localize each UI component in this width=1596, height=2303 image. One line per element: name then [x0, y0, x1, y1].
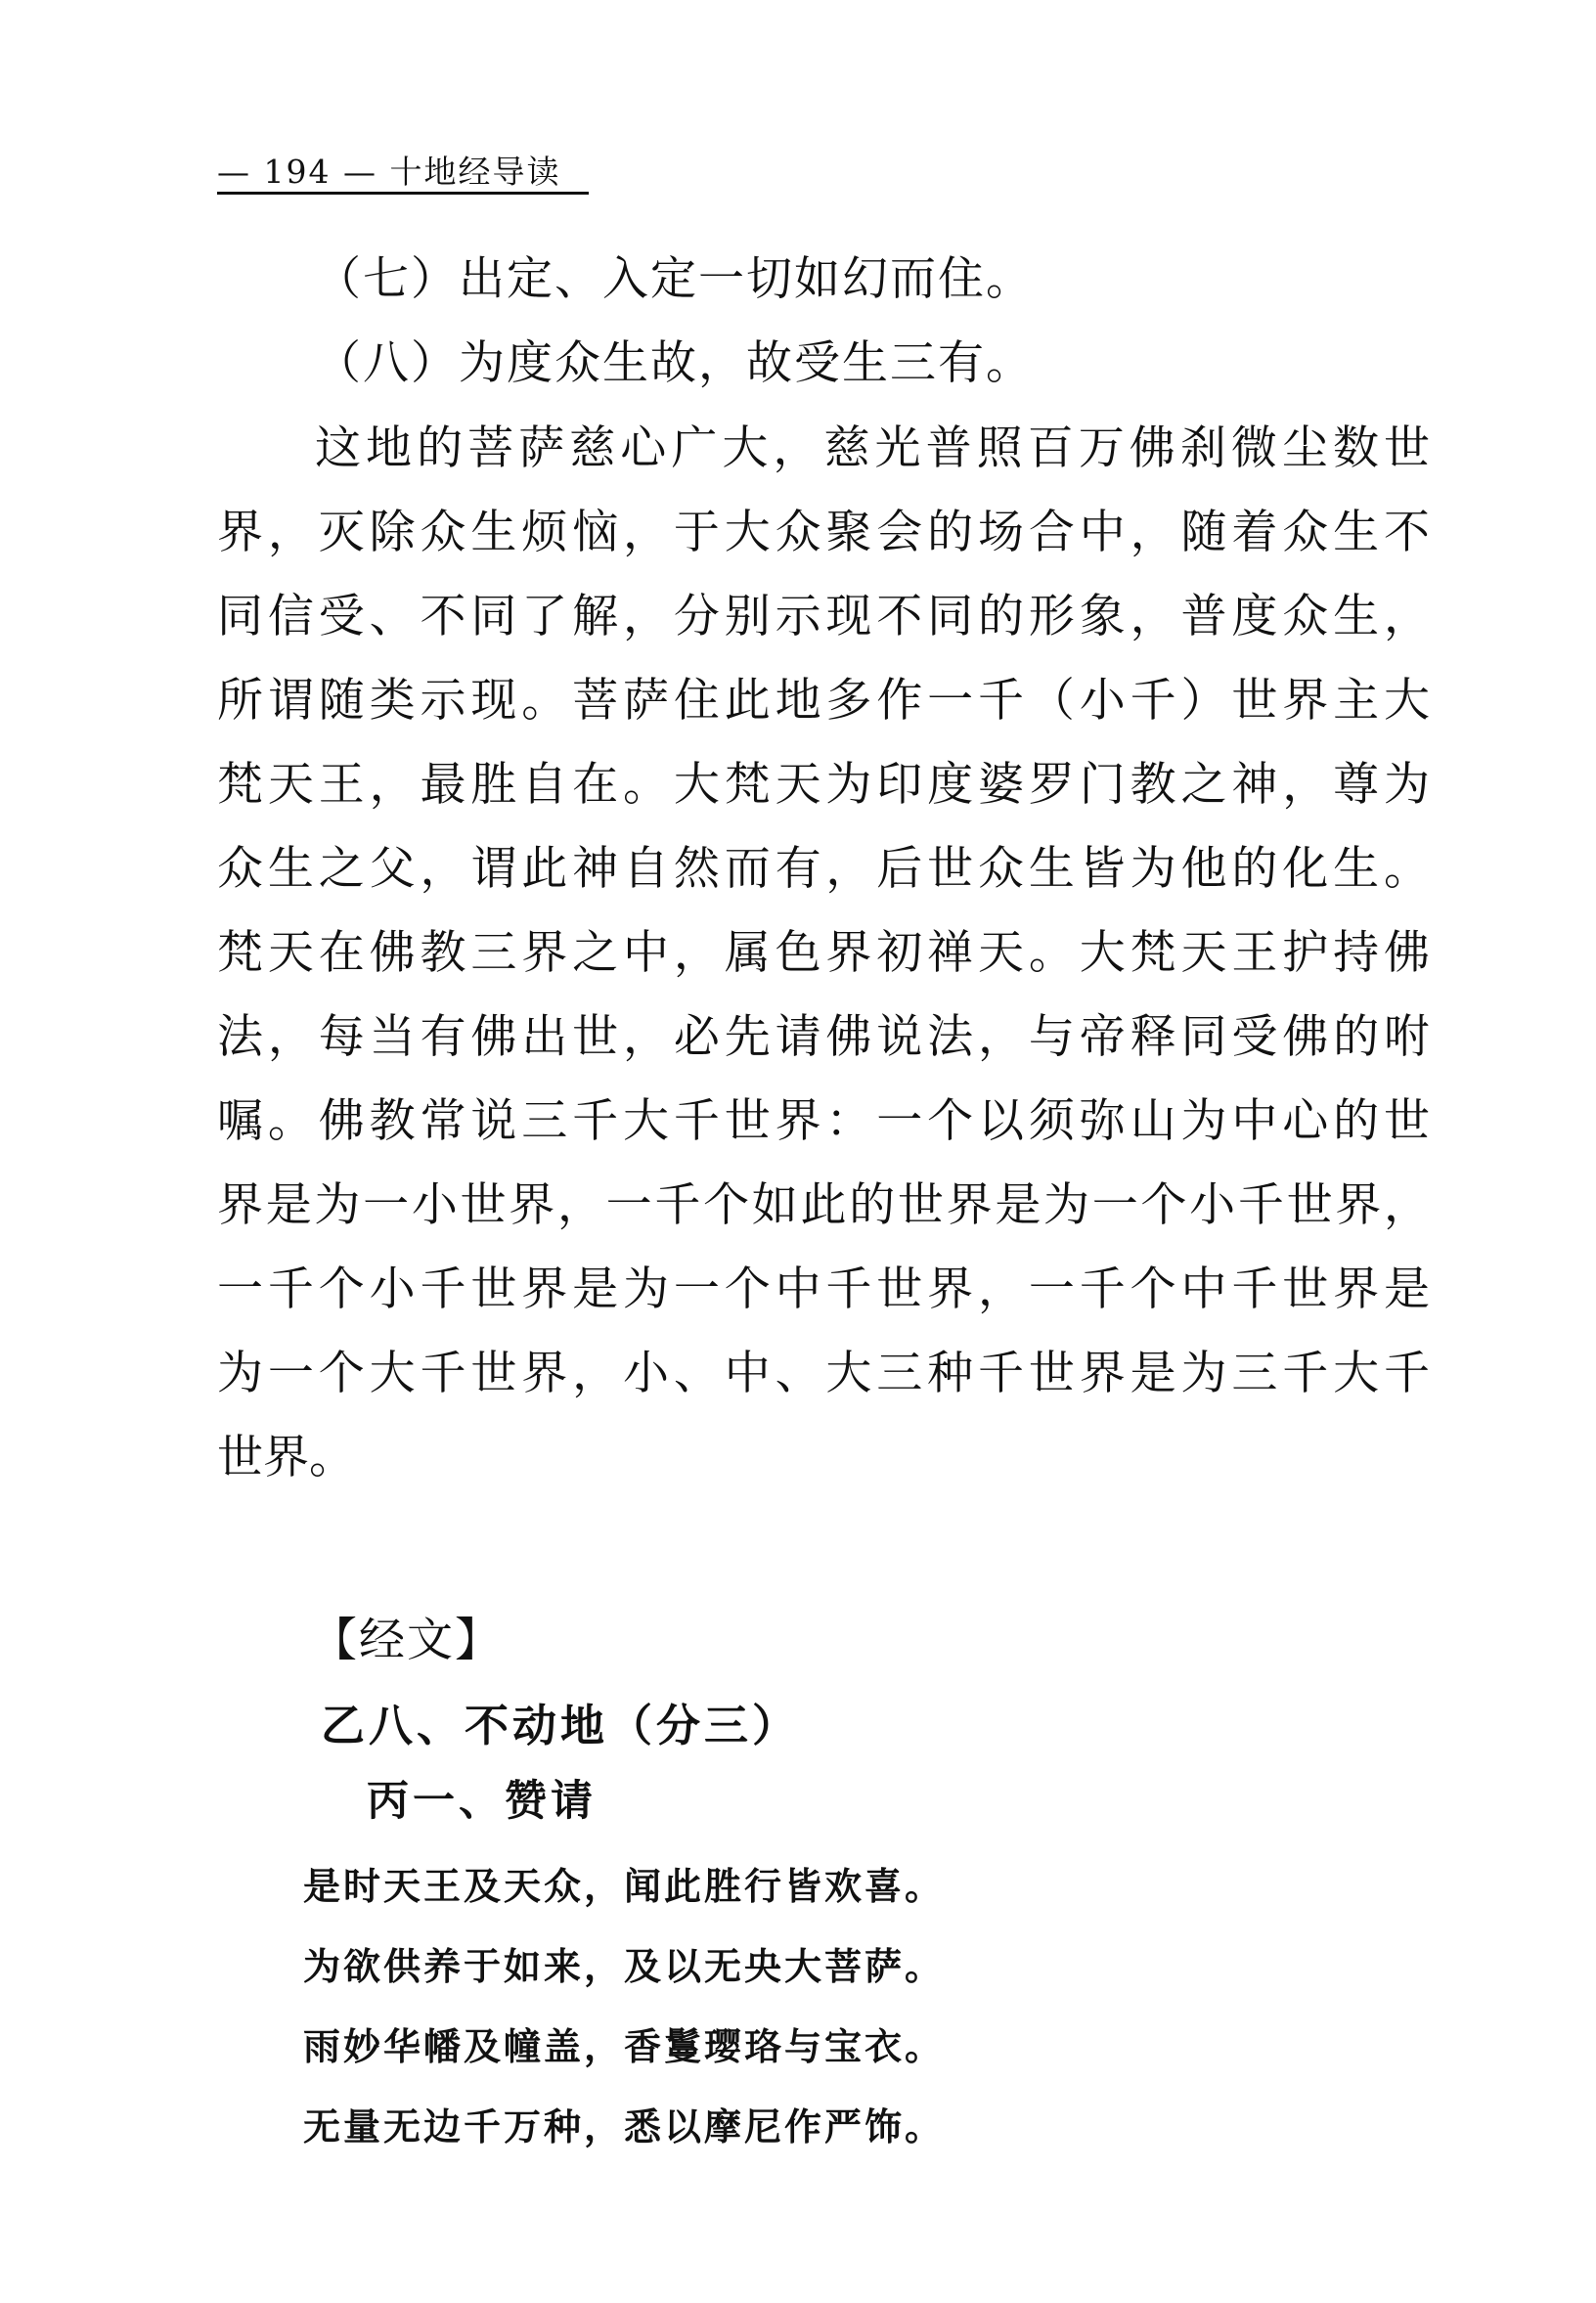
paragraph-line: 世界。 [217, 1431, 355, 1484]
verse-line: 无量无边千万种，悉以摩尼作严饰。 [303, 2105, 946, 2148]
paragraph-line: 所谓随类示现。菩萨住此地多作一千（小千）世界主大 [217, 674, 1430, 728]
paragraph-line: 这地的菩萨慈心广大，慈光普照百万佛刹微尘数世 [315, 421, 1430, 475]
paragraph-line: 法，每当有佛出世，必先请佛说法，与帝释同受佛的咐 [217, 1010, 1430, 1064]
paragraph-line: 一千个小千世界是为一个中千世界，一千个中千世界是 [217, 1262, 1430, 1316]
paragraph-line: 界，灭除众生烦恼，于大众聚会的场合中，随着众生不 [217, 506, 1430, 559]
paragraph-line: 梵天在佛教三界之中，属色界初禅天。大梵天王护持佛 [217, 926, 1430, 980]
list-item: （八）为度众生故，故受生三有。 [315, 336, 1034, 390]
header-rule [217, 192, 589, 195]
paragraph-line: 界是为一小世界，一千个如此的世界是为一个小千世界， [217, 1178, 1430, 1232]
paragraph-line: 为一个大千世界，小、中、大三种千世界是为三千大千 [217, 1347, 1430, 1400]
running-header: — 194 — 十地经导读 [217, 153, 561, 191]
verse-line: 为欲供养于如来，及以无央大菩萨。 [303, 1945, 946, 1988]
subsection-heading: 丙一、赞请 [367, 1777, 597, 1826]
section-heading: 乙八、不动地（分三） [321, 1700, 801, 1751]
verse-line: 雨妙华幡及幢盖，香鬘璎珞与宝衣。 [303, 2025, 946, 2068]
paragraph-line: 同信受、不同了解，分别示现不同的形象，普度众生， [217, 590, 1430, 643]
paragraph-line: 梵天王，最胜自在。大梵天为印度婆罗门教之神，尊为 [217, 758, 1430, 812]
paragraph-line: 嘱。佛教常说三千大千世界：一个以须弥山为中心的世 [217, 1094, 1430, 1148]
verse-line: 是时天王及天众，闻此胜行皆欢喜。 [303, 1865, 946, 1908]
list-item: （七）出定、入定一切如幻而住。 [315, 252, 1034, 306]
paragraph-line: 众生之父，谓此神自然而有，后世众生皆为他的化生。 [217, 842, 1430, 896]
section-label: 【经文】 [311, 1614, 503, 1667]
